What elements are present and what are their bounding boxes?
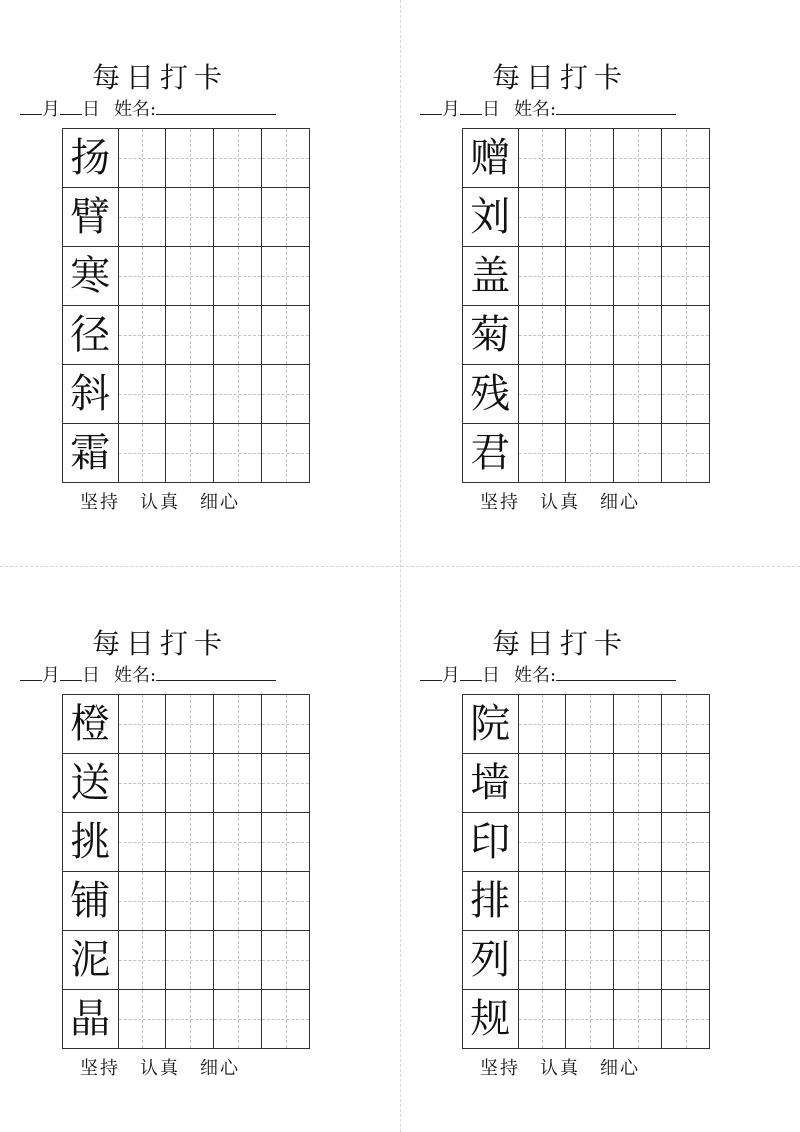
practice-cell[interactable] — [518, 872, 566, 931]
grid-row — [63, 129, 310, 188]
practice-cell[interactable] — [662, 754, 710, 813]
grid-row — [63, 813, 310, 872]
month-blank[interactable] — [20, 96, 42, 115]
practice-cell[interactable] — [166, 424, 214, 483]
practice-cell[interactable] — [614, 306, 662, 365]
practice-cell[interactable] — [166, 813, 214, 872]
practice-cell[interactable] — [614, 424, 662, 483]
month-blank[interactable] — [420, 96, 442, 115]
motto-word: 坚持 — [80, 492, 120, 513]
practice-cell[interactable] — [118, 129, 166, 188]
model-character: 斜 — [63, 365, 119, 424]
name-blank[interactable] — [556, 96, 676, 115]
practice-cell[interactable] — [566, 188, 614, 247]
practice-cell[interactable] — [662, 129, 710, 188]
motto-word: 坚持 — [480, 1058, 520, 1079]
practice-cell[interactable] — [518, 365, 566, 424]
month-label: 月 — [442, 99, 460, 120]
practice-cell[interactable] — [662, 813, 710, 872]
grid-row — [463, 813, 710, 872]
name-label: 姓名: — [114, 665, 157, 686]
practice-card — [10, 0, 310, 520]
practice-cell[interactable] — [214, 365, 262, 424]
grid-row — [463, 695, 710, 754]
practice-cell[interactable] — [566, 695, 614, 754]
month-label: 月 — [42, 665, 60, 686]
month-label: 月 — [442, 665, 460, 686]
practice-cell[interactable] — [518, 129, 566, 188]
practice-cell[interactable] — [262, 188, 310, 247]
practice-cell[interactable] — [518, 247, 566, 306]
practice-cell[interactable] — [262, 872, 310, 931]
grid-row — [63, 188, 310, 247]
name-blank[interactable] — [156, 662, 276, 681]
model-character: 铺 — [63, 872, 119, 931]
practice-cell[interactable] — [566, 872, 614, 931]
practice-cell[interactable] — [214, 188, 262, 247]
practice-cell[interactable] — [166, 872, 214, 931]
practice-cell[interactable] — [614, 754, 662, 813]
model-character: 规 — [463, 990, 519, 1049]
practice-cell[interactable] — [566, 306, 614, 365]
practice-cell[interactable] — [166, 754, 214, 813]
motto — [410, 490, 710, 516]
practice-cell[interactable] — [214, 813, 262, 872]
writing-grid — [462, 694, 710, 1049]
practice-cell[interactable] — [214, 754, 262, 813]
practice-cell[interactable] — [166, 931, 214, 990]
motto-word: 坚持 — [480, 492, 520, 513]
grid-row — [463, 365, 710, 424]
model-character: 径 — [63, 306, 119, 365]
grid-row — [463, 247, 710, 306]
writing-grid — [62, 128, 310, 483]
practice-cell[interactable] — [262, 247, 310, 306]
practice-cell[interactable] — [518, 754, 566, 813]
practice-cell[interactable] — [614, 813, 662, 872]
day-label: 日 — [82, 665, 100, 686]
practice-cell[interactable] — [614, 990, 662, 1049]
practice-cell[interactable] — [118, 931, 166, 990]
model-character: 刘 — [463, 188, 519, 247]
model-character: 排 — [463, 872, 519, 931]
date-name-line — [20, 662, 310, 689]
model-character: 晶 — [63, 990, 119, 1049]
practice-cell[interactable] — [662, 365, 710, 424]
grid-row — [463, 990, 710, 1049]
practice-cell[interactable] — [566, 365, 614, 424]
practice-cell[interactable] — [214, 129, 262, 188]
date-name-line — [20, 96, 310, 123]
practice-cell[interactable] — [166, 188, 214, 247]
grid-row — [63, 872, 310, 931]
practice-cell[interactable] — [566, 813, 614, 872]
practice-cell[interactable] — [118, 754, 166, 813]
motto-word: 细心 — [200, 1058, 240, 1079]
model-character: 赠 — [463, 129, 519, 188]
practice-cell[interactable] — [662, 247, 710, 306]
day-blank[interactable] — [460, 662, 482, 681]
practice-cell[interactable] — [262, 990, 310, 1049]
model-character: 送 — [63, 754, 119, 813]
practice-cell[interactable] — [118, 365, 166, 424]
practice-cell[interactable] — [166, 129, 214, 188]
practice-cell[interactable] — [262, 129, 310, 188]
model-character: 橙 — [63, 695, 119, 754]
practice-cell[interactable] — [166, 695, 214, 754]
day-label: 日 — [482, 99, 500, 120]
grid-row — [63, 306, 310, 365]
grid-row — [463, 931, 710, 990]
practice-card — [10, 566, 310, 1086]
practice-cell[interactable] — [262, 424, 310, 483]
practice-cell[interactable] — [662, 931, 710, 990]
practice-cell[interactable] — [662, 188, 710, 247]
grid-row — [63, 754, 310, 813]
grid-row — [463, 129, 710, 188]
practice-cell[interactable] — [614, 365, 662, 424]
name-label: 姓名: — [514, 99, 557, 120]
practice-cell[interactable] — [118, 872, 166, 931]
model-character: 霜 — [63, 424, 119, 483]
model-character: 列 — [463, 931, 519, 990]
date-name-line — [420, 96, 710, 123]
grid-row — [463, 306, 710, 365]
writing-grid — [62, 694, 310, 1049]
card-title: 每日打卡 — [91, 61, 228, 94]
model-character: 寒 — [63, 247, 119, 306]
card-title: 每日打卡 — [491, 627, 628, 660]
practice-cell[interactable] — [214, 424, 262, 483]
date-name-line — [420, 662, 710, 689]
practice-cell[interactable] — [214, 695, 262, 754]
model-character: 印 — [463, 813, 519, 872]
practice-cell[interactable] — [566, 129, 614, 188]
practice-cell[interactable] — [566, 424, 614, 483]
motto-word: 认真 — [540, 492, 580, 513]
practice-cell[interactable] — [614, 931, 662, 990]
practice-cell[interactable] — [518, 813, 566, 872]
model-character: 院 — [463, 695, 519, 754]
practice-cell[interactable] — [166, 365, 214, 424]
motto — [10, 1056, 310, 1082]
day-label: 日 — [82, 99, 100, 120]
model-character: 君 — [463, 424, 519, 483]
name-blank[interactable] — [156, 96, 276, 115]
practice-cell[interactable] — [262, 754, 310, 813]
model-character: 臂 — [63, 188, 119, 247]
model-character: 泥 — [63, 931, 119, 990]
practice-cell[interactable] — [214, 306, 262, 365]
model-character: 残 — [463, 365, 519, 424]
practice-card — [410, 0, 710, 520]
grid-row — [463, 872, 710, 931]
month-blank[interactable] — [420, 662, 442, 681]
practice-cell[interactable] — [614, 872, 662, 931]
name-label: 姓名: — [114, 99, 157, 120]
grid-row — [63, 424, 310, 483]
grid-row — [63, 365, 310, 424]
practice-cell[interactable] — [166, 990, 214, 1049]
day-blank[interactable] — [60, 96, 82, 115]
practice-cell[interactable] — [166, 247, 214, 306]
practice-cell[interactable] — [518, 990, 566, 1049]
motto-word: 细心 — [600, 1058, 640, 1079]
model-character: 扬 — [63, 129, 119, 188]
grid-row — [63, 247, 310, 306]
practice-cell[interactable] — [518, 306, 566, 365]
day-label: 日 — [482, 665, 500, 686]
model-character: 挑 — [63, 813, 119, 872]
practice-cell[interactable] — [262, 931, 310, 990]
practice-cell[interactable] — [262, 695, 310, 754]
grid-row — [463, 754, 710, 813]
practice-cell[interactable] — [214, 931, 262, 990]
card-title: 每日打卡 — [491, 61, 628, 94]
practice-cell[interactable] — [614, 129, 662, 188]
practice-cell[interactable] — [614, 188, 662, 247]
practice-cell[interactable] — [262, 365, 310, 424]
day-blank[interactable] — [60, 662, 82, 681]
motto-word: 坚持 — [80, 1058, 120, 1079]
motto — [410, 1056, 710, 1082]
practice-cell[interactable] — [214, 872, 262, 931]
practice-cell[interactable] — [518, 695, 566, 754]
practice-cell[interactable] — [518, 424, 566, 483]
practice-cell[interactable] — [118, 306, 166, 365]
month-blank[interactable] — [20, 662, 42, 681]
practice-cell[interactable] — [566, 754, 614, 813]
day-blank[interactable] — [460, 96, 482, 115]
grid-row — [63, 931, 310, 990]
practice-card — [410, 566, 710, 1086]
grid-row — [63, 990, 310, 1049]
motto-word: 细心 — [600, 492, 640, 513]
practice-cell[interactable] — [662, 306, 710, 365]
model-character: 墙 — [463, 754, 519, 813]
practice-cell[interactable] — [118, 695, 166, 754]
practice-cell[interactable] — [118, 424, 166, 483]
motto-word: 细心 — [200, 492, 240, 513]
writing-grid — [462, 128, 710, 483]
practice-cell[interactable] — [214, 247, 262, 306]
practice-cell[interactable] — [566, 931, 614, 990]
practice-cell[interactable] — [566, 247, 614, 306]
grid-row — [463, 424, 710, 483]
model-character: 菊 — [463, 306, 519, 365]
motto — [10, 490, 310, 516]
practice-cell[interactable] — [662, 872, 710, 931]
grid-row — [463, 188, 710, 247]
practice-cell[interactable] — [518, 931, 566, 990]
practice-cell[interactable] — [262, 306, 310, 365]
practice-cell[interactable] — [118, 990, 166, 1049]
practice-cell[interactable] — [262, 813, 310, 872]
card-title: 每日打卡 — [91, 627, 228, 660]
practice-cell[interactable] — [566, 990, 614, 1049]
practice-cell[interactable] — [614, 695, 662, 754]
practice-cell[interactable] — [662, 424, 710, 483]
practice-cell[interactable] — [662, 990, 710, 1049]
practice-cell[interactable] — [518, 188, 566, 247]
motto-word: 认真 — [140, 492, 180, 513]
practice-cell[interactable] — [214, 990, 262, 1049]
practice-cell[interactable] — [118, 188, 166, 247]
practice-cell[interactable] — [118, 247, 166, 306]
practice-cell[interactable] — [166, 306, 214, 365]
motto-word: 认真 — [540, 1058, 580, 1079]
month-label: 月 — [42, 99, 60, 120]
practice-cell[interactable] — [118, 813, 166, 872]
grid-row — [63, 695, 310, 754]
model-character: 盖 — [463, 247, 519, 306]
practice-cell[interactable] — [662, 695, 710, 754]
name-label: 姓名: — [514, 665, 557, 686]
name-blank[interactable] — [556, 662, 676, 681]
practice-cell[interactable] — [614, 247, 662, 306]
motto-word: 认真 — [140, 1058, 180, 1079]
